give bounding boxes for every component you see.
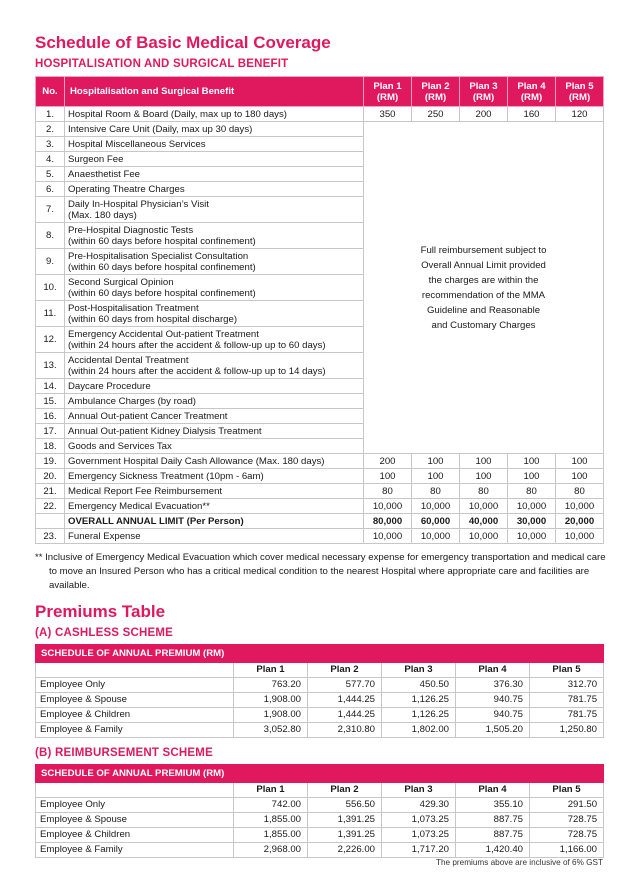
benefit-line: Hospital Room & Board (Daily, max up to 180 days) (68, 108, 287, 120)
benefit-no: 15. (36, 394, 65, 409)
premium-value-plan-1: 742.00 (234, 798, 308, 813)
benefit-line: Post-Hospitalisation Treatment (68, 302, 199, 314)
premiums-title: Premiums Table (35, 602, 166, 621)
plan-name: Plan 2 (421, 80, 450, 92)
benefit-line: Daily In-Hospital Physician’s Visit (68, 198, 209, 210)
benefit-no: 21. (36, 484, 65, 499)
benefit-row (36, 469, 604, 484)
premium-plan-3: Plan 3 (382, 783, 456, 798)
benefit-name (65, 327, 364, 353)
premium-plan-5: Plan 5 (530, 663, 604, 678)
benefit-name (65, 122, 364, 137)
benefit-line: Government Hospital Daily Cash Allowance (Max. 180 days) (68, 455, 325, 467)
header-plan-5 (556, 77, 604, 107)
premium-value-plan-2: 1,444.25 (308, 708, 382, 723)
benefit-no: 19. (36, 454, 65, 469)
benefit-no: 22. (36, 499, 65, 514)
premium-value-plan-3: 1,802.00 (382, 723, 456, 738)
reimbursement-line: Overall Annual Limit provided (421, 259, 546, 271)
premium-schedule-bar: SCHEDULE OF ANNUAL PREMIUM (RM) (36, 645, 604, 663)
premium-value-plan-1: 1,908.00 (234, 693, 308, 708)
benefit-line: Emergency Medical Evacuation** (68, 500, 210, 512)
benefit-value-plan-2: 100 (412, 454, 460, 469)
premium-value-plan-1: 1,855.00 (234, 828, 308, 843)
benefit-value-plan-4: 10,000 (508, 499, 556, 514)
benefit-line: Anaesthetist Fee (68, 168, 140, 180)
premium-value-plan-5: 728.75 (530, 813, 604, 828)
benefit-value-plan-4: 10,000 (508, 529, 556, 544)
premium-value-plan-3: 1,073.25 (382, 813, 456, 828)
benefit-value-plan-5: 20,000 (556, 514, 604, 529)
benefit-value-plan-4: 160 (508, 107, 556, 122)
benefit-line: (within 60 days from hospital discharge) (68, 313, 238, 325)
benefit-line: Emergency Sickness Treatment (10pm - 6am) (68, 470, 264, 482)
benefit-value-plan-5: 10,000 (556, 499, 604, 514)
benefit-value-plan-2: 60,000 (412, 514, 460, 529)
premium-plan-2: Plan 2 (308, 663, 382, 678)
benefit-line: Goods and Services Tax (68, 440, 172, 452)
premium-value-plan-1: 3,052.80 (234, 723, 308, 738)
benefit-value-plan-5: 80 (556, 484, 604, 499)
benefit-row (36, 122, 604, 137)
premium-value-plan-5: 291.50 (530, 798, 604, 813)
premium-row (36, 723, 604, 738)
premium-value-plan-3: 1,126.25 (382, 693, 456, 708)
header-benefit: Hospitalisation and Surgical Benefit (65, 77, 364, 107)
premium-coverage-label: Employee Only (36, 798, 234, 813)
reimbursement-line: and Customary Charges (431, 319, 536, 331)
benefit-no: 9. (36, 249, 65, 275)
premium-value-plan-2: 2,226.00 (308, 843, 382, 858)
premium-header-row (36, 783, 604, 798)
reimbursement-premium-table (35, 764, 604, 858)
plan-name: Plan 5 (565, 80, 594, 92)
benefit-value-plan-4: 30,000 (508, 514, 556, 529)
benefit-name (65, 182, 364, 197)
premium-value-plan-1: 763.20 (234, 678, 308, 693)
benefit-name (65, 223, 364, 249)
premium-coverage-label: Employee Only (36, 678, 234, 693)
premium-value-plan-2: 2,310.80 (308, 723, 382, 738)
premium-value-plan-5: 1,166.00 (530, 843, 604, 858)
premium-plan-1: Plan 1 (234, 663, 308, 678)
benefit-no: 13. (36, 353, 65, 379)
premium-value-plan-3: 429.30 (382, 798, 456, 813)
benefit-no: 14. (36, 379, 65, 394)
benefit-name (65, 353, 364, 379)
benefit-name (65, 275, 364, 301)
benefit-no: 18. (36, 439, 65, 454)
benefit-no: 11. (36, 301, 65, 327)
benefit-row (36, 514, 604, 529)
benefit-no: 10. (36, 275, 65, 301)
benefit-value-plan-5: 100 (556, 454, 604, 469)
premium-value-plan-3: 450.50 (382, 678, 456, 693)
premium-value-plan-5: 1,250.80 (530, 723, 604, 738)
benefit-name (65, 484, 364, 499)
premium-bar-row (36, 765, 604, 783)
benefit-value-plan-1: 80 (364, 484, 412, 499)
benefit-no: 20. (36, 469, 65, 484)
benefit-name (65, 197, 364, 223)
header-plan-2 (412, 77, 460, 107)
benefit-name (65, 469, 364, 484)
premium-plan-3: Plan 3 (382, 663, 456, 678)
benefit-row (36, 107, 604, 122)
benefit-line: (within 24 hours after the accident & follow-up up to 14 days) (68, 365, 326, 377)
benefit-line: (Max. 180 days) (68, 209, 137, 221)
benefit-no: 23. (36, 529, 65, 544)
benefit-value-plan-1: 80,000 (364, 514, 412, 529)
premium-header-row (36, 663, 604, 678)
benefit-line: (within 60 days before hospital confinement) (68, 261, 256, 273)
benefit-line: Second Surgical Opinion (68, 276, 174, 288)
benefit-value-plan-3: 10,000 (460, 529, 508, 544)
plan-unit: (RM) (472, 91, 495, 103)
benefit-line: Annual Out-patient Kidney Dialysis Treatment (68, 425, 262, 437)
premium-value-plan-4: 887.75 (456, 813, 530, 828)
benefit-value-plan-2: 80 (412, 484, 460, 499)
benefits-header-row (36, 77, 604, 107)
benefit-name (65, 167, 364, 182)
benefit-row (36, 529, 604, 544)
premium-coverage-label: Employee & Family (36, 723, 234, 738)
premium-value-plan-3: 1,126.25 (382, 708, 456, 723)
benefit-no: 2. (36, 122, 65, 137)
premium-plan-4: Plan 4 (456, 663, 530, 678)
premium-value-plan-2: 556.50 (308, 798, 382, 813)
benefit-value-plan-4: 100 (508, 454, 556, 469)
plan-name: Plan 1 (373, 80, 402, 92)
benefit-value-plan-4: 80 (508, 484, 556, 499)
benefit-name (65, 249, 364, 275)
plan-unit: (RM) (568, 91, 591, 103)
benefit-line: Intensive Care Unit (Daily, max up 30 days) (68, 123, 253, 135)
benefit-no: 7. (36, 197, 65, 223)
benefit-value-plan-1: 10,000 (364, 499, 412, 514)
premium-value-plan-5: 312.70 (530, 678, 604, 693)
benefit-value-plan-2: 250 (412, 107, 460, 122)
header-plan-4 (508, 77, 556, 107)
benefit-value-plan-3: 10,000 (460, 499, 508, 514)
benefit-line: Funeral Expense (68, 530, 141, 542)
benefit-no (36, 514, 65, 529)
benefit-name (65, 152, 364, 167)
benefit-no: 1. (36, 107, 65, 122)
benefit-no: 17. (36, 424, 65, 439)
premium-schedule-bar: SCHEDULE OF ANNUAL PREMIUM (RM) (36, 765, 604, 783)
benefit-line: (within 60 days before hospital confinement) (68, 235, 256, 247)
benefit-value-plan-1: 10,000 (364, 529, 412, 544)
benefit-value-plan-2: 10,000 (412, 529, 460, 544)
benefit-name (65, 394, 364, 409)
gst-note: The premiums above are inclusive of 6% GST (435, 858, 603, 867)
plan-name: Plan 4 (517, 80, 546, 92)
premium-row (36, 708, 604, 723)
benefit-value-plan-4: 100 (508, 469, 556, 484)
benefit-line: Ambulance Charges (by road) (68, 395, 196, 407)
premium-row (36, 843, 604, 858)
premium-value-plan-4: 1,505.20 (456, 723, 530, 738)
benefit-value-plan-2: 100 (412, 469, 460, 484)
benefit-value-plan-2: 10,000 (412, 499, 460, 514)
benefit-row (36, 454, 604, 469)
premium-coverage-label: Employee & Children (36, 708, 234, 723)
benefit-line: (within 24 hours after the accident & follow-up up to 60 days) (68, 339, 326, 351)
reimbursement-line: recommendation of the MMA (421, 289, 546, 301)
benefit-no: 8. (36, 223, 65, 249)
benefit-value-plan-5: 100 (556, 469, 604, 484)
benefit-line: Daycare Procedure (68, 380, 151, 392)
premium-row (36, 813, 604, 828)
premium-coverage-label: Employee & Family (36, 843, 234, 858)
premium-value-plan-4: 355.10 (456, 798, 530, 813)
benefit-line: Annual Out-patient Cancer Treatment (68, 410, 228, 422)
benefit-row (36, 484, 604, 499)
reimbursement-title: (B) REIMBURSEMENT SCHEME (35, 747, 213, 759)
header-plan-3 (460, 77, 508, 107)
benefit-line: Accidental Dental Treatment (68, 354, 189, 366)
benefits-table (35, 76, 604, 544)
benefit-no: 3. (36, 137, 65, 152)
plan-unit: (RM) (376, 91, 399, 103)
benefit-name (65, 454, 364, 469)
premium-value-plan-1: 1,855.00 (234, 813, 308, 828)
benefit-line: Surgeon Fee (68, 153, 124, 165)
premium-value-plan-1: 1,908.00 (234, 708, 308, 723)
benefit-name (65, 499, 364, 514)
full-reimbursement-note (364, 122, 604, 454)
premium-value-plan-2: 577.70 (308, 678, 382, 693)
benefit-line: Hospital Miscellaneous Services (68, 138, 206, 150)
premium-plan-2: Plan 2 (308, 783, 382, 798)
premium-value-plan-5: 781.75 (530, 693, 604, 708)
benefit-no: 16. (36, 409, 65, 424)
page (35, 33, 606, 858)
premium-bar-row (36, 645, 604, 663)
benefit-line: Pre-Hospitalisation Specialist Consultation (68, 250, 249, 262)
benefit-name (65, 424, 364, 439)
premium-value-plan-4: 940.75 (456, 693, 530, 708)
page-title: Schedule of Basic Medical Coverage (35, 33, 331, 52)
benefit-value-plan-1: 200 (364, 454, 412, 469)
premium-value-plan-4: 940.75 (456, 708, 530, 723)
plan-unit: (RM) (520, 91, 543, 103)
premium-row (36, 828, 604, 843)
benefit-line: (within 60 days before hospital confinement) (68, 287, 256, 299)
plan-name: Plan 3 (469, 80, 498, 92)
benefit-row (36, 499, 604, 514)
premium-row (36, 693, 604, 708)
premium-value-plan-5: 781.75 (530, 708, 604, 723)
premium-value-plan-5: 728.75 (530, 828, 604, 843)
premium-value-plan-4: 887.75 (456, 828, 530, 843)
benefit-no: 4. (36, 152, 65, 167)
reimbursement-line: Guideline and Reasonable (426, 304, 541, 316)
benefit-value-plan-3: 200 (460, 107, 508, 122)
benefit-value-plan-3: 100 (460, 469, 508, 484)
benefit-value-plan-1: 350 (364, 107, 412, 122)
benefit-value-plan-3: 100 (460, 454, 508, 469)
premium-value-plan-1: 2,968.00 (234, 843, 308, 858)
premium-value-plan-3: 1,717.20 (382, 843, 456, 858)
premium-coverage-label: Employee & Spouse (36, 813, 234, 828)
premium-coverage-label: Employee & Children (36, 828, 234, 843)
premium-value-plan-4: 376.30 (456, 678, 530, 693)
premium-value-plan-3: 1,073.25 (382, 828, 456, 843)
reimbursement-line: the charges are within the (428, 274, 539, 286)
benefit-name (65, 439, 364, 454)
premium-row (36, 678, 604, 693)
evacuation-footnote: ** Inclusive of Emergency Medical Evacuation which cover medical necessary expense for emergency transportation and medical care to move an Insured Person who has a critical medical condition to the nearest Hospital where appropriate care and facilities are available. (35, 552, 606, 591)
benefit-name (65, 137, 364, 152)
benefit-value-plan-5: 120 (556, 107, 604, 122)
premium-row (36, 798, 604, 813)
benefit-name (65, 529, 364, 544)
benefit-name (65, 301, 364, 327)
header-plan-1 (364, 77, 412, 107)
premium-plan-4: Plan 4 (456, 783, 530, 798)
benefit-line: Medical Report Fee Reimbursement (68, 485, 223, 497)
benefit-name (65, 514, 364, 529)
premium-value-plan-2: 1,391.25 (308, 813, 382, 828)
benefit-line: Operating Theatre Charges (68, 183, 185, 195)
reimbursement-line: Full reimbursement subject to (420, 244, 547, 256)
benefit-value-plan-3: 40,000 (460, 514, 508, 529)
cashless-title: (A) CASHLESS SCHEME (35, 627, 173, 639)
premium-plan-1: Plan 1 (234, 783, 308, 798)
benefits-body (36, 107, 604, 544)
premium-value-plan-2: 1,444.25 (308, 693, 382, 708)
premium-header-blank (36, 783, 234, 798)
plan-unit: (RM) (424, 91, 447, 103)
premium-header-blank (36, 663, 234, 678)
benefit-line: Pre-Hospital Diagnostic Tests (68, 224, 194, 236)
premium-value-plan-4: 1,420.40 (456, 843, 530, 858)
premium-value-plan-2: 1,391.25 (308, 828, 382, 843)
benefit-value-plan-3: 80 (460, 484, 508, 499)
header-no: No. (36, 77, 65, 107)
benefit-name (65, 107, 364, 122)
benefit-name (65, 379, 364, 394)
premium-plan-5: Plan 5 (530, 783, 604, 798)
benefit-value-plan-5: 10,000 (556, 529, 604, 544)
benefit-line: Emergency Accidental Out-patient Treatment (68, 328, 259, 340)
benefit-no: 5. (36, 167, 65, 182)
benefit-no: 12. (36, 327, 65, 353)
section-subtitle: HOSPITALISATION AND SURGICAL BENEFIT (35, 58, 289, 70)
premium-coverage-label: Employee & Spouse (36, 693, 234, 708)
benefit-value-plan-1: 100 (364, 469, 412, 484)
benefit-name (65, 409, 364, 424)
benefit-no: 6. (36, 182, 65, 197)
cashless-premium-table (35, 644, 604, 738)
benefit-line: OVERALL ANNUAL LIMIT (Per Person) (68, 515, 244, 527)
